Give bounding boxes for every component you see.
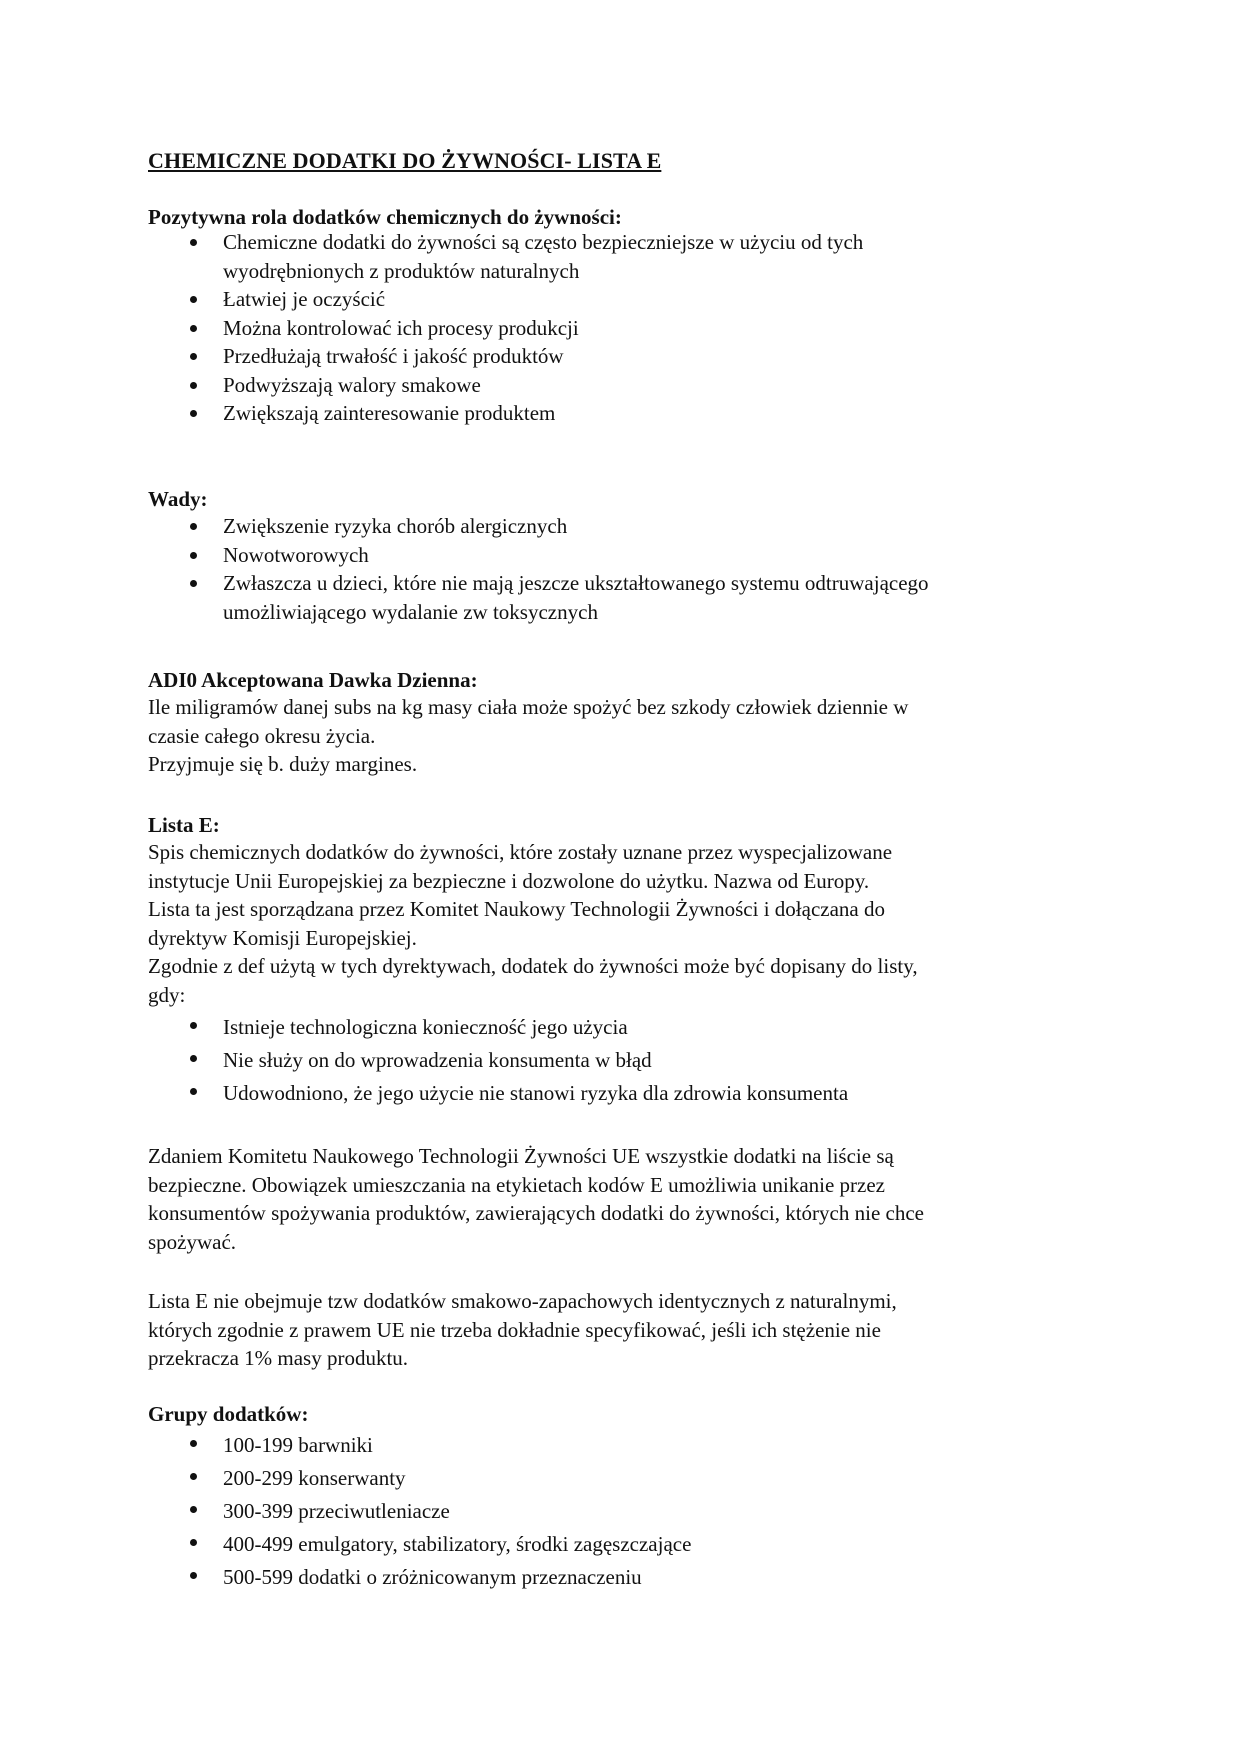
list-item: Zwiększenie ryzyka chorób alergicznych [148, 512, 929, 541]
bullet-list [148, 228, 863, 428]
list-item: Nowotworowych [148, 541, 929, 570]
list-item: 100-199 barwniki [148, 1429, 691, 1462]
paragraph-line: gdy: [148, 982, 186, 1007]
list-item: Podwyższają walory smakowe [148, 371, 863, 400]
paragraph-line: Ile miligramów danej subs na kg masy ciała może spożyć bez szkody człowiek dziennie w [148, 695, 909, 719]
paragraph-line: Zgodnie z def użytą w tych dyrektywach, dodatek do żywności może być dopisany do listy, [148, 954, 918, 978]
paragraph-line: Przyjmuje się b. duży margines. [148, 752, 418, 776]
paragraph-flavors [148, 1287, 897, 1373]
list-item: Zwłaszcza u dzieci, które nie mają jeszcze ukształtowanego systemu odtruwającego umożliwiającego wydalanie zw toksycznych [148, 569, 929, 626]
list-item: 300-399 przeciwutleniacze [148, 1495, 691, 1528]
paragraph-line: bezpieczne. Obowiązek umieszczania na etykietach kodów E umożliwia unikanie przez [148, 1172, 885, 1197]
list-item: Przedłużają trwałość i jakość produktów [148, 342, 863, 371]
paragraph-line: Spis chemicznych dodatków do żywności, które zostały uznane przez wyspecjalizowane [148, 840, 893, 864]
bullet-list [148, 1011, 918, 1110]
list-item: 400-499 emulgatory, stabilizatory, środki zagęszczające [148, 1528, 691, 1561]
paragraph-line: Zdaniem Komitetu Naukowego Technologii Żywności UE wszystkie dodatki na liście są [148, 1144, 894, 1168]
paragraph-committee [148, 1142, 924, 1256]
section-cons [148, 487, 929, 626]
list-item: Nie służy on do wprowadzenia konsumenta w błąd [148, 1044, 918, 1077]
section-lista-e [148, 813, 918, 1110]
section-heading: ADI0 Akceptowana Dawka Dzienna: [148, 668, 478, 692]
paragraph-line: Lista E nie obejmuje tzw dodatków smakowo-zapachowych identycznych z naturalnymi, [148, 1289, 897, 1313]
document-title: CHEMICZNE DODATKI DO ŻYWNOŚCI- LISTA E [148, 148, 662, 173]
section-heading: Lista E: [148, 813, 220, 837]
list-item: Można kontrolować ich procesy produkcji [148, 314, 863, 343]
paragraph-line: czasie całego okresu życia. [148, 723, 376, 748]
section-groups [148, 1402, 691, 1594]
section-adi [148, 668, 908, 779]
section-heading: Grupy dodatków: [148, 1402, 309, 1426]
paragraph-line: Lista ta jest sporządzana przez Komitet Naukowy Technologii Żywności i dołączana do [148, 897, 885, 921]
paragraph-line: dyrektyw Komisji Europejskiej. [148, 925, 417, 950]
section-positive-role [148, 205, 863, 428]
list-item: Łatwiej je oczyścić [148, 285, 863, 314]
list-item: 500-599 dodatki o zróżnicowanym przeznaczeniu [148, 1561, 691, 1594]
bullet-list [148, 1429, 691, 1594]
section-heading: Pozytywna rola dodatków chemicznych do żywności: [148, 205, 622, 229]
list-item: Istnieje technologiczna konieczność jego użycia [148, 1011, 918, 1044]
bullet-list [148, 512, 929, 626]
list-item: Chemiczne dodatki do żywności są często bezpieczniejsze w użyciu od tych wyodrębnionych z produktów naturalnych [148, 228, 863, 285]
paragraph-line: konsumentów spożywania produktów, zawierających dodatki do żywności, których nie chce [148, 1201, 924, 1225]
paragraph-line: których zgodnie z prawem UE nie trzeba dokładnie specyfikować, jeśli ich stężenie nie [148, 1317, 881, 1342]
list-item: Udowodniono, że jego użycie nie stanowi ryzyka dla zdrowia konsumenta [148, 1077, 918, 1110]
paragraph-line: spożywać. [148, 1229, 237, 1254]
section-heading: Wady: [148, 487, 208, 511]
list-item: Zwiększają zainteresowanie produktem [148, 399, 863, 428]
list-item: 200-299 konserwanty [148, 1462, 691, 1495]
paragraph-line: instytucje Unii Europejskiej za bezpieczne i dozwolone do użytku. Nazwa od Europy. [148, 868, 870, 893]
paragraph-line: przekracza 1% masy produktu. [148, 1346, 409, 1370]
